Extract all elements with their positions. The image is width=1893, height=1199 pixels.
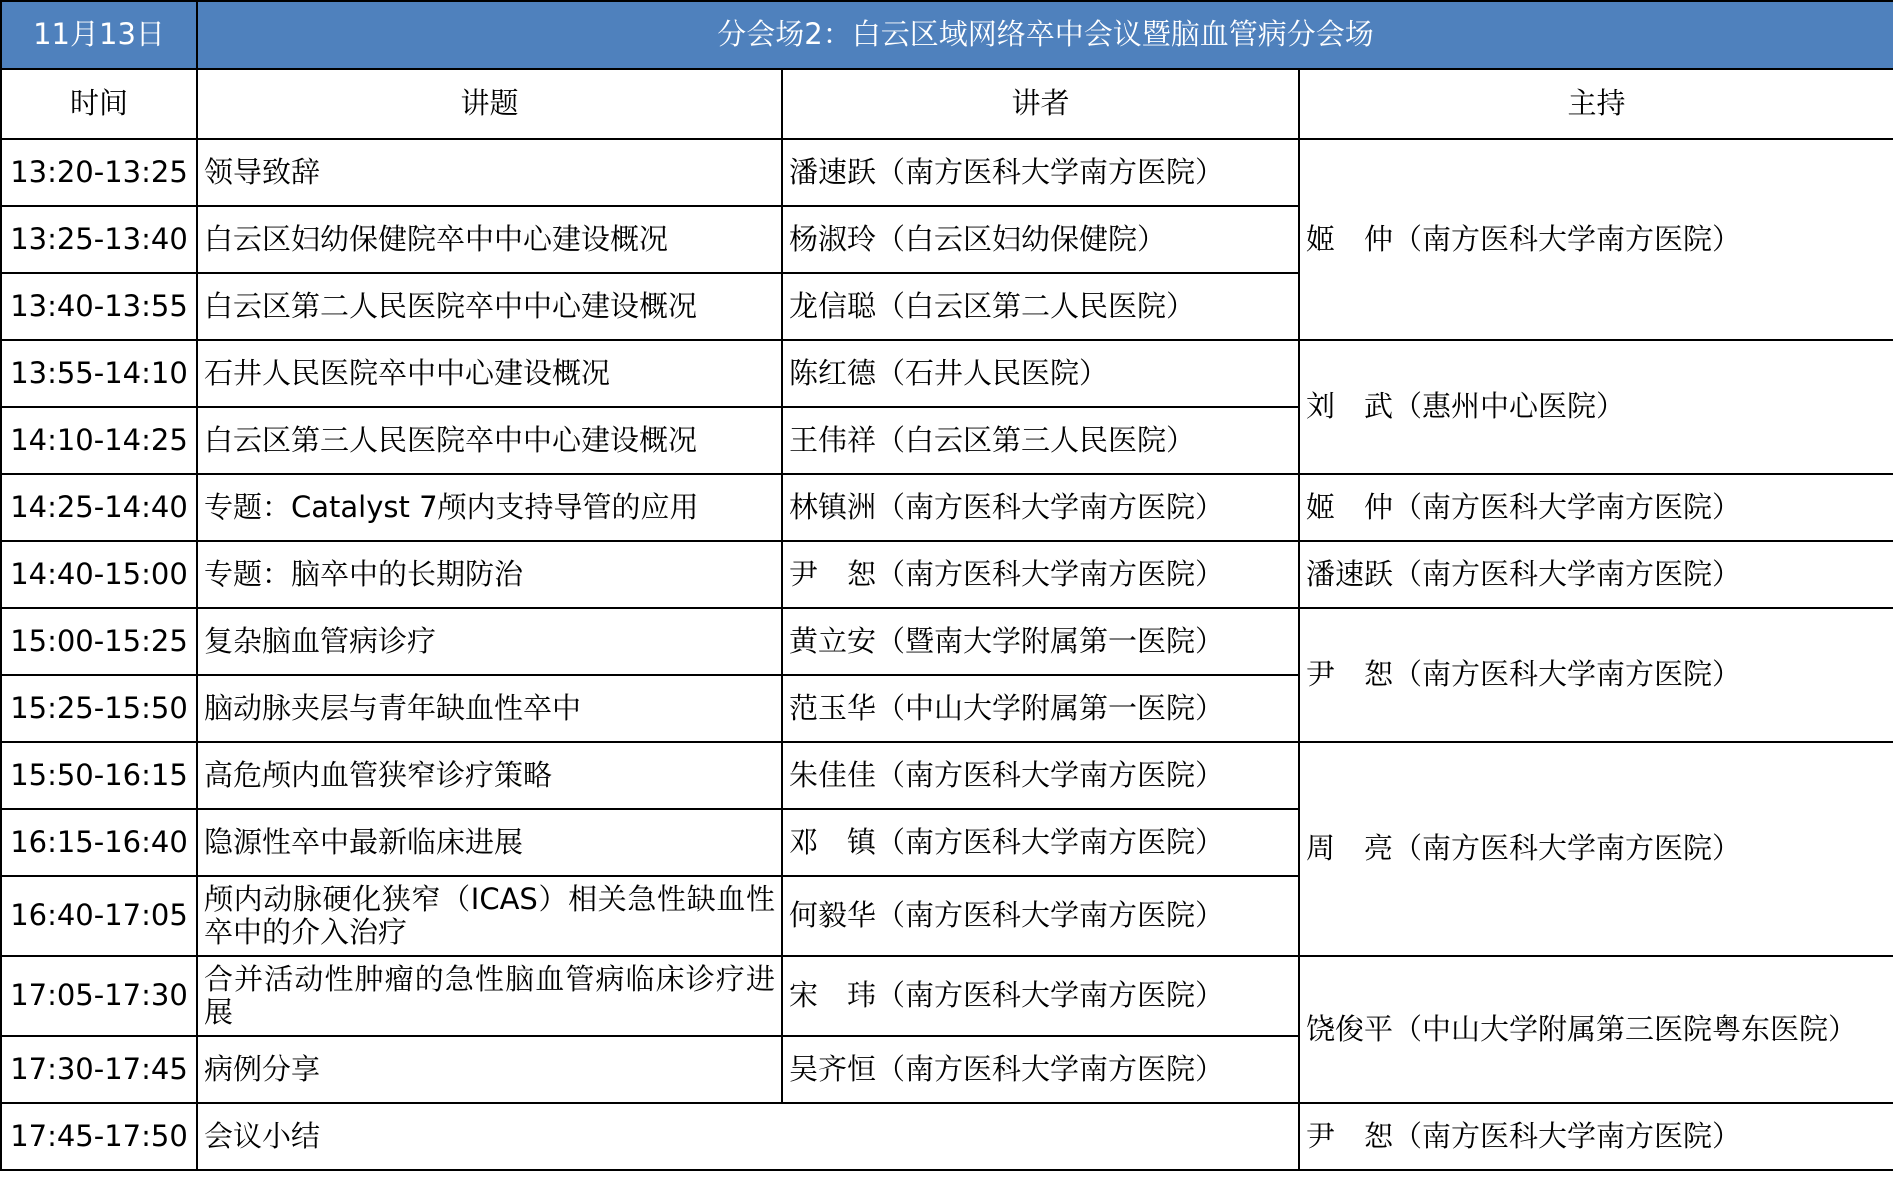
table-row — [1, 340, 1893, 407]
time-cell: 14:10-14:25 — [1, 407, 197, 474]
host-cell: 潘速跃（南方医科大学南方医院） — [1299, 541, 1893, 608]
col-header-speaker: 讲者 — [782, 69, 1299, 139]
topic-cell: 隐源性卒中最新临床进展 — [197, 809, 782, 876]
table-row — [1, 956, 1893, 1036]
topic-cell: 白云区第三人民医院卒中中心建设概况 — [197, 407, 782, 474]
time-cell: 15:00-15:25 — [1, 608, 197, 675]
time-cell: 13:25-13:40 — [1, 206, 197, 273]
header-row — [1, 1, 1893, 69]
table-row — [1, 541, 1893, 608]
host-cell: 尹 恕（南方医科大学南方医院） — [1299, 608, 1893, 742]
speaker-cell: 何毅华（南方医科大学南方医院） — [782, 876, 1299, 956]
host-cell: 刘 武（惠州中心医院） — [1299, 340, 1893, 474]
topic-cell: 高危颅内血管狭窄诊疗策略 — [197, 742, 782, 809]
host-cell: 姬 仲（南方医科大学南方医院） — [1299, 474, 1893, 541]
table-row — [1, 139, 1893, 206]
speaker-cell: 邓 镇（南方医科大学南方医院） — [782, 809, 1299, 876]
topic-cell: 病例分享 — [197, 1036, 782, 1103]
speaker-cell: 朱佳佳（南方医科大学南方医院） — [782, 742, 1299, 809]
session-title: 分会场2：白云区域网络卒中会议暨脑血管病分会场 — [197, 1, 1893, 69]
speaker-cell: 林镇洲（南方医科大学南方医院） — [782, 474, 1299, 541]
topic-cell: 石井人民医院卒中中心建设概况 — [197, 340, 782, 407]
time-cell: 13:55-14:10 — [1, 340, 197, 407]
speaker-cell: 杨淑玲（白云区妇幼保健院） — [782, 206, 1299, 273]
speaker-cell: 潘速跃（南方医科大学南方医院） — [782, 139, 1299, 206]
time-cell: 13:40-13:55 — [1, 273, 197, 340]
time-cell: 17:45-17:50 — [1, 1103, 197, 1170]
time-cell: 17:30-17:45 — [1, 1036, 197, 1103]
table-row — [1, 1103, 1893, 1170]
topic-cell: 专题：脑卒中的长期防治 — [197, 541, 782, 608]
speaker-cell: 龙信聪（白云区第二人民医院） — [782, 273, 1299, 340]
col-header-time: 时间 — [1, 69, 197, 139]
host-cell: 饶俊平（中山大学附属第三医院粤东医院） — [1299, 956, 1893, 1103]
column-header-row — [1, 69, 1893, 139]
col-header-topic: 讲题 — [197, 69, 782, 139]
time-cell: 15:25-15:50 — [1, 675, 197, 742]
topic-cell: 领导致辞 — [197, 139, 782, 206]
time-cell: 13:20-13:25 — [1, 139, 197, 206]
topic-cell: 脑动脉夹层与青年缺血性卒中 — [197, 675, 782, 742]
speaker-cell: 王伟祥（白云区第三人民医院） — [782, 407, 1299, 474]
time-cell: 16:40-17:05 — [1, 876, 197, 956]
time-cell: 14:25-14:40 — [1, 474, 197, 541]
speaker-cell: 范玉华（中山大学附属第一医院） — [782, 675, 1299, 742]
topic-cell: 会议小结 — [197, 1103, 1299, 1170]
speaker-cell: 吴齐恒（南方医科大学南方医院） — [782, 1036, 1299, 1103]
topic-cell: 白云区妇幼保健院卒中中心建设概况 — [197, 206, 782, 273]
table-row — [1, 742, 1893, 809]
col-header-host: 主持 — [1299, 69, 1893, 139]
time-cell: 15:50-16:15 — [1, 742, 197, 809]
topic-cell: 合并活动性肿瘤的急性脑血管病临床诊疗进展 — [197, 956, 782, 1036]
speaker-cell: 陈红德（石井人民医院） — [782, 340, 1299, 407]
host-cell: 姬 仲（南方医科大学南方医院） — [1299, 139, 1893, 340]
topic-cell: 专题：Catalyst 7颅内支持导管的应用 — [197, 474, 782, 541]
speaker-cell: 宋 玮（南方医科大学南方医院） — [782, 956, 1299, 1036]
topic-cell: 白云区第二人民医院卒中中心建设概况 — [197, 273, 782, 340]
time-cell: 16:15-16:40 — [1, 809, 197, 876]
topic-cell: 复杂脑血管病诊疗 — [197, 608, 782, 675]
host-cell: 尹 恕（南方医科大学南方医院） — [1299, 1103, 1893, 1170]
time-cell: 14:40-15:00 — [1, 541, 197, 608]
table-row — [1, 608, 1893, 675]
host-cell: 周 亮（南方医科大学南方医院） — [1299, 742, 1893, 956]
topic-cell: 颅内动脉硬化狭窄（ICAS）相关急性缺血性卒中的介入治疗 — [197, 876, 782, 956]
table-row — [1, 474, 1893, 541]
speaker-cell: 黄立安（暨南大学附属第一医院） — [782, 608, 1299, 675]
speaker-cell: 尹 恕（南方医科大学南方医院） — [782, 541, 1299, 608]
date-cell: 11月13日 — [1, 1, 197, 69]
time-cell: 17:05-17:30 — [1, 956, 197, 1036]
